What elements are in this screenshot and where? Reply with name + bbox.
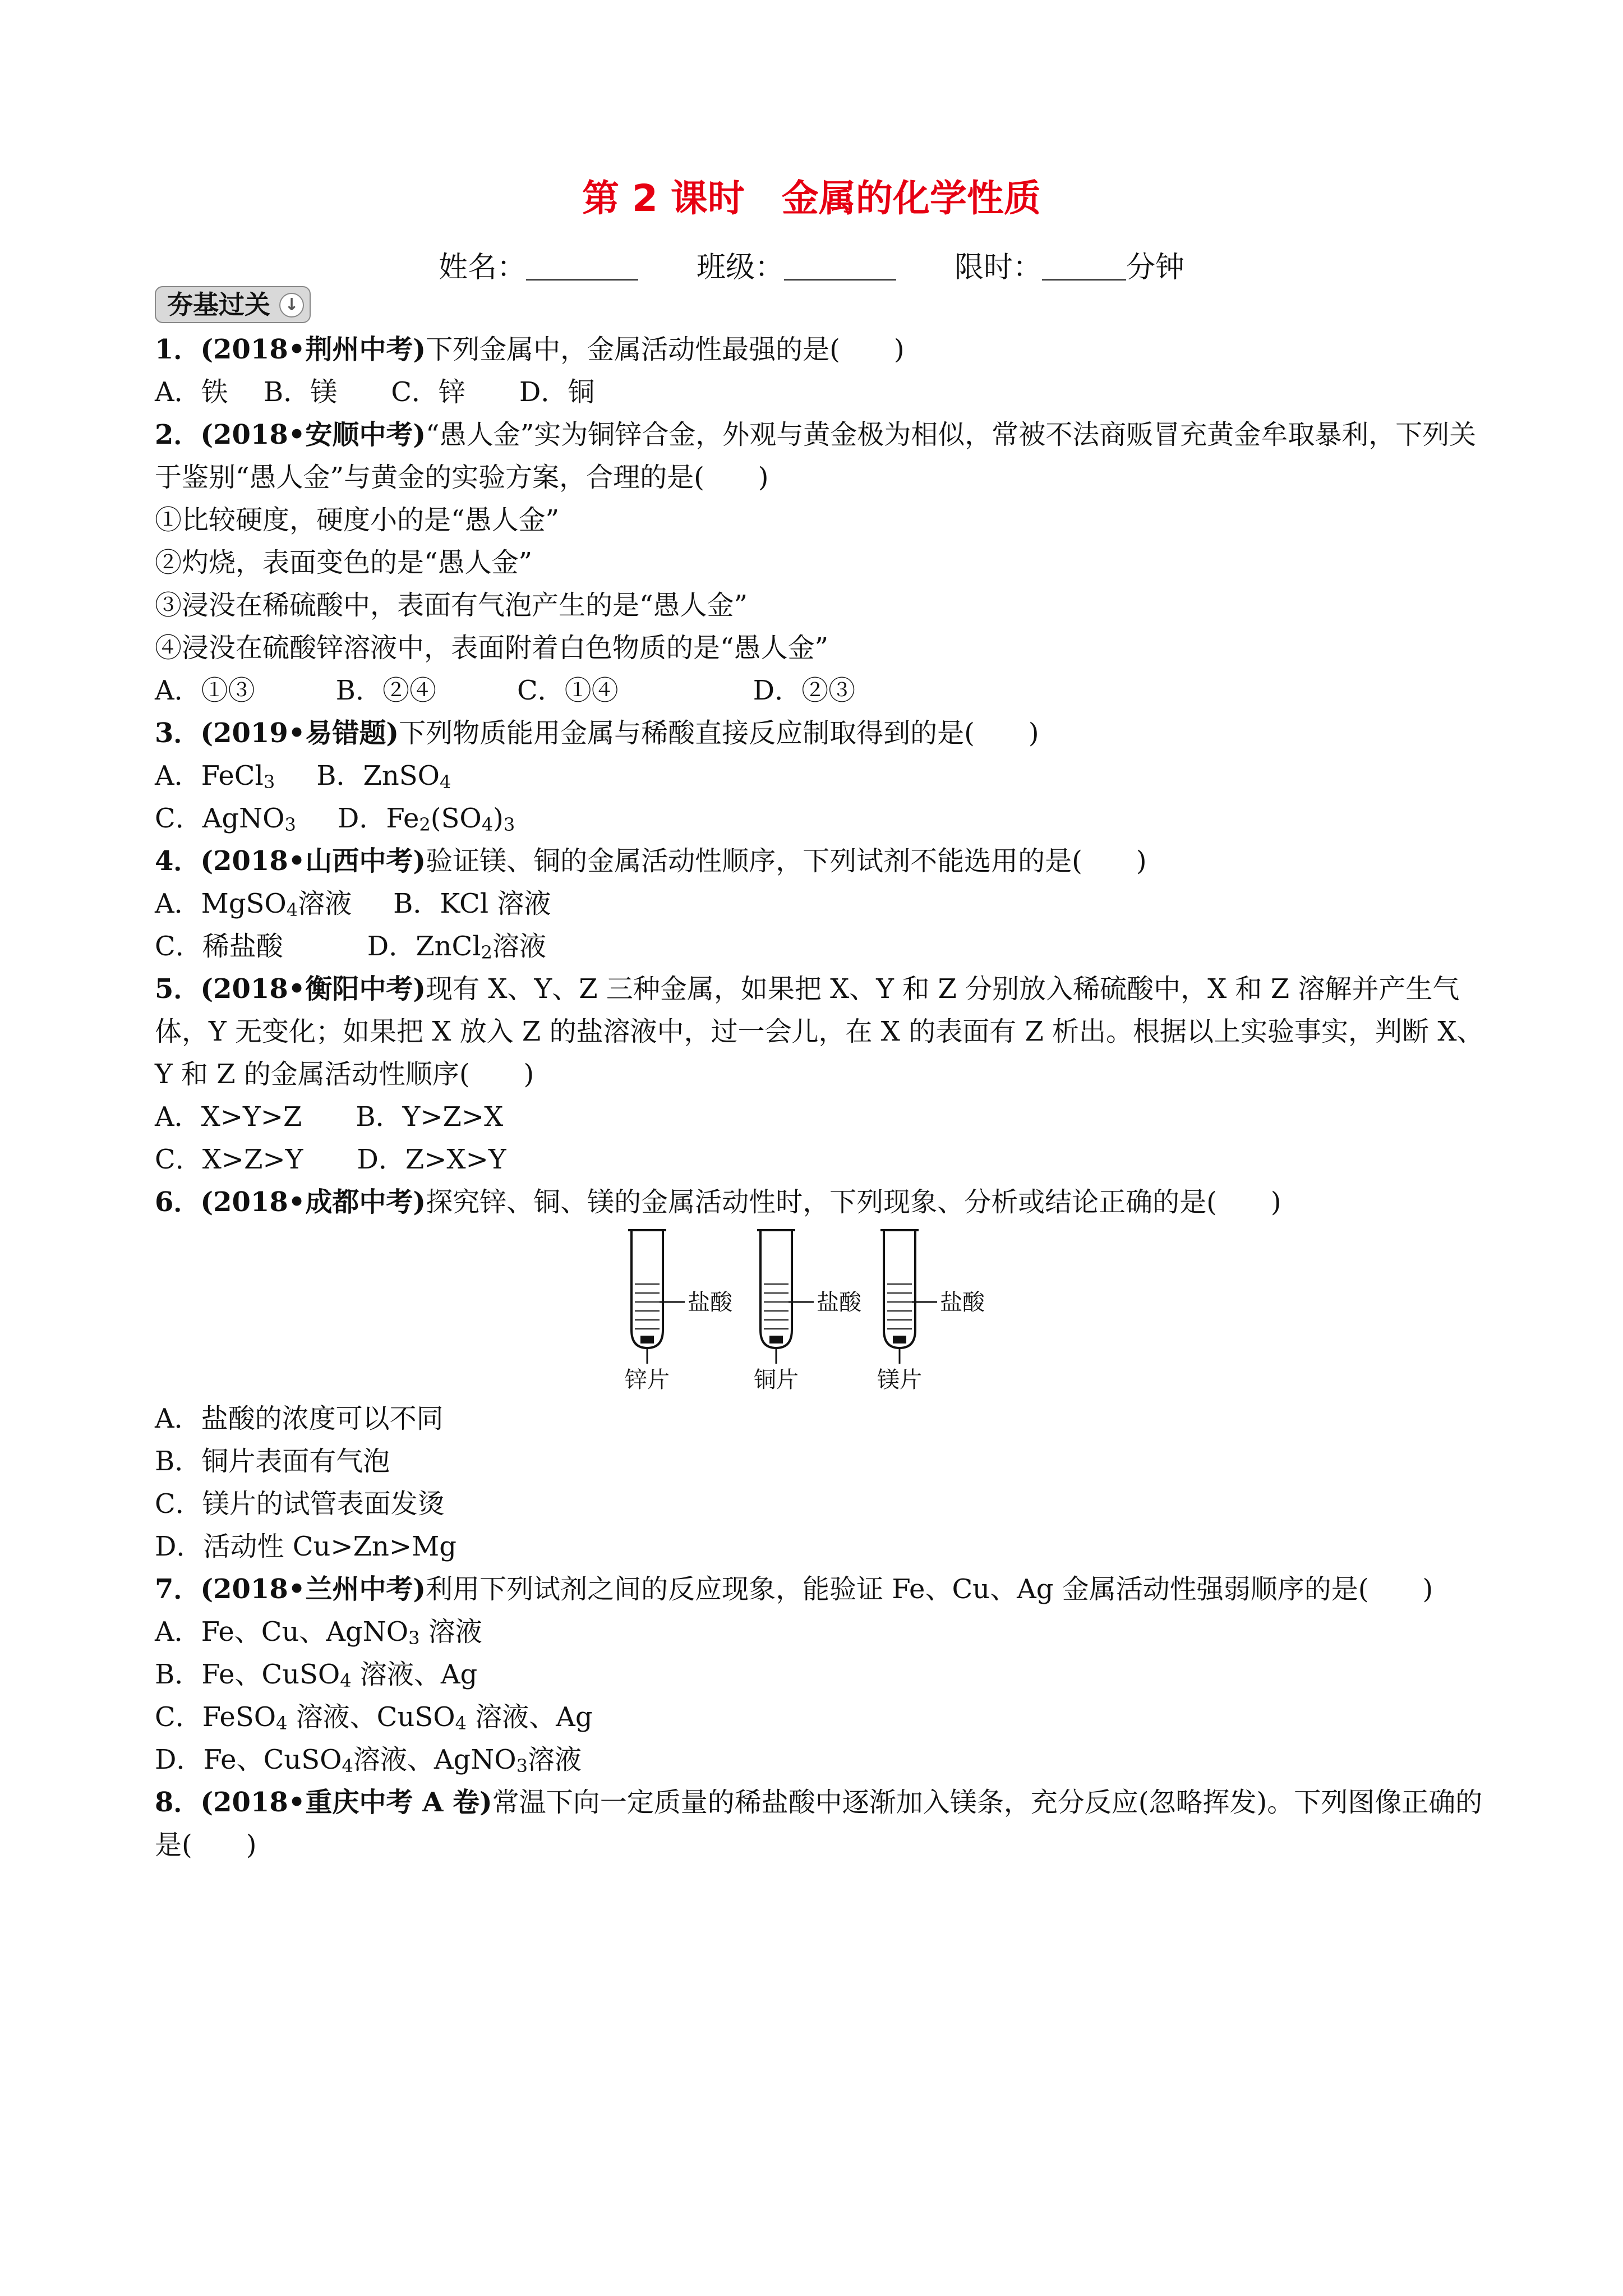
statement-item: ①比较硬度，硬度小的是“愚人金” xyxy=(155,504,560,536)
question-1 xyxy=(155,328,1495,371)
option-a: A．MgSO$_4$溶液 xyxy=(155,888,352,921)
name-label: 姓名： xyxy=(438,251,526,284)
question-source: (2018•山西中考) xyxy=(200,845,426,877)
option-row: A．盐酸的浓度可以不同 xyxy=(155,1403,444,1434)
question-1-options: A．铁 B．镁 C．锌 D．铜 xyxy=(155,376,595,408)
question-4 xyxy=(155,840,1495,882)
option-row: A．X>Y>Z B．Y>Z>X xyxy=(155,1101,504,1133)
test-tube-figure xyxy=(155,1223,1495,1397)
question-stem: 利用下列试剂之间的反应现象，能验证 Fe、Cu、Ag 金属活动性强弱顺序的是( ) xyxy=(426,1573,1433,1605)
time-blank xyxy=(1042,257,1126,280)
statement-item: ④浸没在硫酸锌溶液中，表面附着白色物质的是“愚人金” xyxy=(155,632,829,664)
question-source: (2019•易错题) xyxy=(200,717,399,749)
question-number: 7． xyxy=(155,1573,201,1605)
question-stem: 现有 X、Y、Z 三种金属，如果把 X、Y 和 Z 分别放入稀硫酸中，X 和 Z 溶解并产生气体，Y 无变化；如果把 X 放入 Z 的盐溶液中，过一会儿，在 X 的表面有 Z 析出。根据以上实验事实，判断 X、Y 和 Z 的金属活动性顺序( ) xyxy=(155,973,1484,1090)
question-7 xyxy=(155,1568,1495,1611)
question-stem: 探究锌、铜、镁的金属活动性时，下列现象、分析或结论正确的是( ) xyxy=(426,1186,1281,1218)
liquid-label: 盐酸 xyxy=(817,1290,861,1315)
test-tube xyxy=(628,1230,685,1364)
question-source: (2018•重庆中考 A 卷) xyxy=(200,1787,492,1818)
page-title: 第 2 课时 金属的化学性质 xyxy=(582,177,1041,220)
question-source: (2018•兰州中考) xyxy=(200,1573,426,1605)
question-number: 6． xyxy=(155,1186,201,1218)
option-row: D．活动性 Cu>Zn>Mg xyxy=(155,1531,457,1562)
option-row: C．X>Z>Y D．Z>X>Y xyxy=(155,1144,506,1175)
liquid-label: 盐酸 xyxy=(688,1290,732,1315)
statement-item: ③浸没在稀硫酸中，表面有气泡产生的是“愚人金” xyxy=(155,590,748,621)
time-label: 限时： xyxy=(955,251,1043,284)
class-blank xyxy=(784,257,896,280)
option-d: D．$Fe_2(SO_4)_3$ xyxy=(337,803,515,835)
question-number: 4． xyxy=(155,845,201,877)
question-source: (2018•成都中考) xyxy=(200,1186,426,1218)
question-source: (2018•荆州中考) xyxy=(200,334,426,365)
question-3 xyxy=(155,712,1495,754)
option-a: A．FeCl$_3$ xyxy=(155,760,275,793)
option-c: C．AgNO$_3$ xyxy=(155,803,296,835)
question-5 xyxy=(155,968,1495,1096)
option-b: B．Fe、CuSO$_4$ 溶液、Ag xyxy=(155,1659,478,1691)
question-stem: 常温下向一定质量的稀盐酸中逐渐加入镁条，充分反应(忽略挥发)。下列图像正确的是( ) xyxy=(155,1787,1483,1861)
liquid-label: 盐酸 xyxy=(940,1290,985,1315)
question-6 xyxy=(155,1181,1495,1223)
option-b: B．ZnSO$_4$ xyxy=(316,760,451,793)
question-2 xyxy=(155,413,1495,499)
question-stem: “愚人金”实为铜锌合金，外观与黄金极为相似，常被不法商贩冒充黄金牟取暴利，下列关于鉴别“愚人金”与黄金的实验方案，合理的是( ) xyxy=(155,419,1477,493)
time-unit: 分钟 xyxy=(1126,251,1185,284)
question-stem: 下列物质能用金属与稀酸直接反应制取得到的是( ) xyxy=(399,717,1039,749)
option-row xyxy=(155,882,1495,925)
question-stem: 下列金属中，金属活动性最强的是( ) xyxy=(426,334,905,365)
question-stem: 验证镁、铜的金属活动性顺序，下列试剂不能选用的是( ) xyxy=(426,845,1147,877)
student-info-line xyxy=(0,243,1623,286)
option-row xyxy=(155,797,1495,840)
option-c: C．稀盐酸 xyxy=(155,931,283,962)
name-blank xyxy=(526,257,638,280)
question-2-options: A．①③ B．②④ C．①④ D．②③ xyxy=(155,675,856,706)
section-label: 夯基过关 xyxy=(167,289,270,320)
option-row: B．铜片表面有气泡 xyxy=(155,1446,390,1477)
arrow-down-icon: ↓ xyxy=(279,293,304,318)
test-tube xyxy=(880,1230,937,1364)
section-badge xyxy=(155,286,311,323)
option-d: D．ZnCl$_2$溶液 xyxy=(367,931,546,963)
option-a: A．Fe、Cu、AgNO$_3$ 溶液 xyxy=(155,1616,482,1649)
question-number: 1． xyxy=(155,334,201,365)
class-label: 班级： xyxy=(696,251,784,284)
test-tubes-diagram xyxy=(155,1223,1495,1397)
option-d: D．Fe、CuSO$_4$溶液、AgNO$_3$溶液 xyxy=(155,1744,582,1777)
question-number: 5． xyxy=(155,973,201,1005)
option-row xyxy=(155,754,1495,797)
metal-label: 铜片 xyxy=(754,1367,799,1393)
option-c: C．FeSO$_4$ 溶液、CuSO$_4$ 溶液、Ag xyxy=(155,1701,593,1734)
question-list xyxy=(155,328,1495,1866)
question-number: 8． xyxy=(155,1787,201,1818)
statement-item: ②灼烧，表面变色的是“愚人金” xyxy=(155,547,533,578)
option-b: B．KCl 溶液 xyxy=(393,888,551,919)
option-row: C．镁片的试管表面发烫 xyxy=(155,1488,445,1520)
test-tube xyxy=(757,1230,814,1364)
metal-label: 镁片 xyxy=(877,1367,922,1393)
metal-label: 锌片 xyxy=(625,1367,670,1393)
question-number: 3． xyxy=(155,717,201,749)
option-row xyxy=(155,925,1495,968)
question-8 xyxy=(155,1781,1495,1866)
question-source: (2018•衡阳中考) xyxy=(200,973,426,1005)
question-number: 2． xyxy=(155,419,201,450)
question-source: (2018•安顺中考) xyxy=(200,419,426,450)
